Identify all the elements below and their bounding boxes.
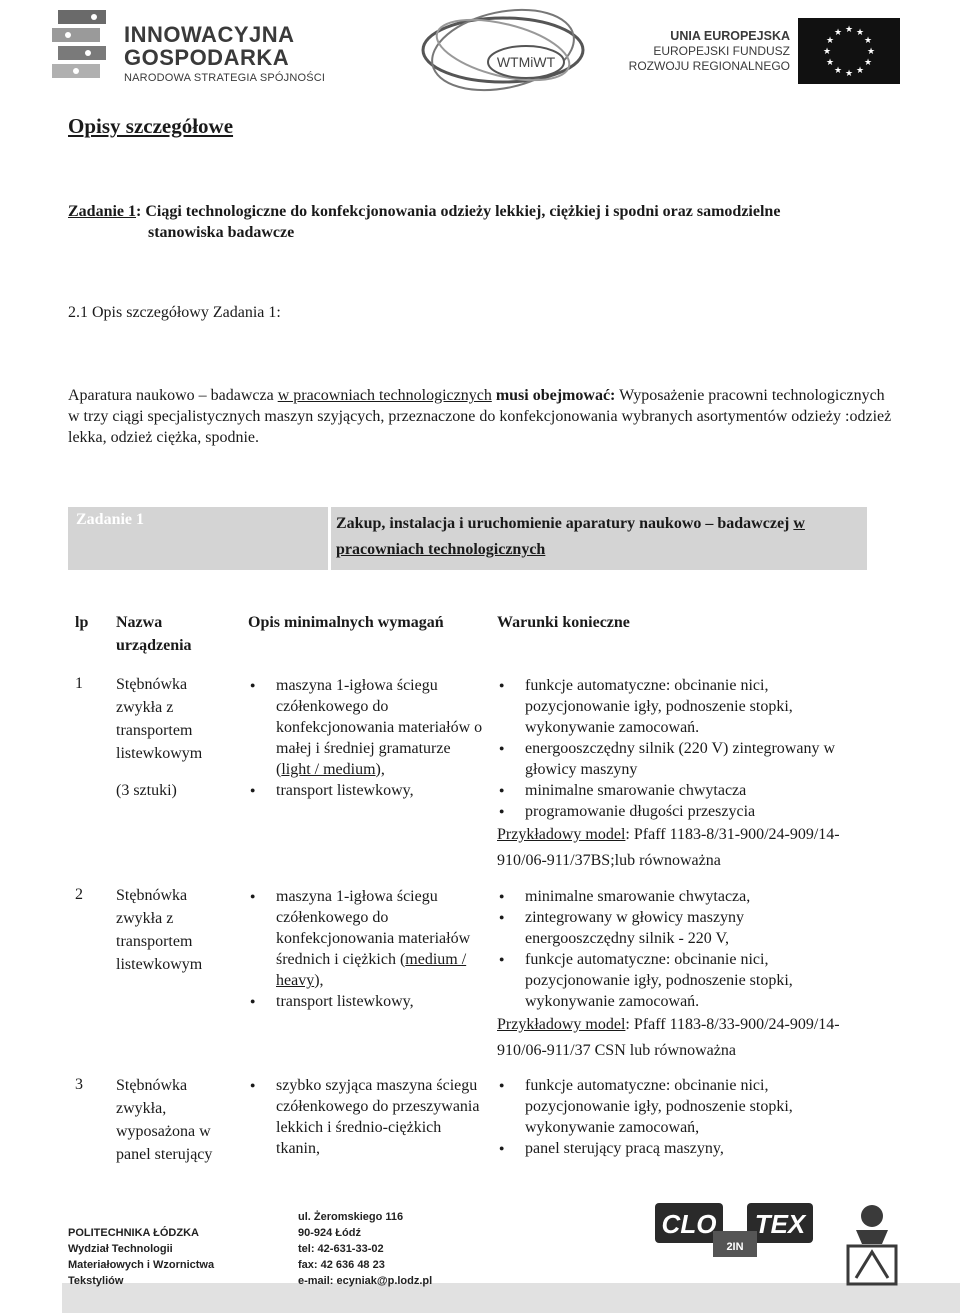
list-item xyxy=(248,780,488,801)
footer-address-col1 xyxy=(68,1225,214,1289)
row1-opis1-pre: maszyna 1-igłowa ściegu czółenkowego do konfekcjonowania materiałów o małej i średniej gramaturze ( xyxy=(276,677,483,778)
row1-lp: 1 xyxy=(75,675,83,692)
eu-line3: ROZWOJU REGIONALNEGO xyxy=(628,59,790,73)
svg-text:★: ★ xyxy=(866,47,876,57)
clotex-right-label: TEX xyxy=(754,1209,806,1239)
footer-line: POLITECHNIKA ŁÓDZKA xyxy=(68,1227,199,1239)
para-part4: Wyposażenie pracowni technologicznych w trzy ciągi specjalistycznych maszyn szyjących, przeznaczone do konfekcjonowania wybranych asortymentów odzieży :odzież lekka, odzież ciężka, spodnie. xyxy=(68,387,892,446)
row1-model-text: : Pfaff 1183-8/31-900/24-909/14-910/06-911/37BS;lub równoważna xyxy=(497,826,840,869)
row1-model xyxy=(497,822,857,874)
politechnika-lodzka-emblem-icon xyxy=(842,1200,902,1290)
row1-opis1-post: ), xyxy=(375,761,385,778)
eu-line1: UNIA EUROPEJSKA xyxy=(670,29,790,43)
row2-opis2: transport listewkowy, xyxy=(276,993,414,1010)
ig-subtitle: NARODOWA STRATEGIA SPÓJNOŚCI xyxy=(124,72,326,84)
task-heading xyxy=(68,201,888,243)
row1-opis2: transport listewkowy, xyxy=(276,782,414,799)
row2-warunki xyxy=(497,886,857,1064)
row1-model-label: Przykładowy model xyxy=(497,826,626,843)
svg-text:★: ★ xyxy=(844,69,854,79)
banner-right-label xyxy=(336,511,856,563)
svg-text:★: ★ xyxy=(855,28,865,38)
footer-line: e-mail: ecyniak@p.lodz.pl xyxy=(298,1275,433,1287)
para-part2: w pracowniach technologicznych xyxy=(277,387,492,404)
row2-opis1-post: ), xyxy=(314,972,324,989)
row1-name-text: Stębnówka zwykła z transportem listewkowym xyxy=(116,676,203,762)
svg-text:★: ★ xyxy=(855,66,865,76)
banner-divider xyxy=(328,507,331,570)
section-subheading: 2.1 Opis szczegółowy Zadania 1: xyxy=(68,304,281,321)
svg-text:★: ★ xyxy=(863,36,873,46)
row1-opis1-u: light / medium xyxy=(281,761,376,778)
task-colon: : xyxy=(136,203,146,220)
banner-right-part2: w pracowniach technologicznych xyxy=(336,515,805,558)
task-prefix: Zadanie 1 xyxy=(68,203,137,220)
row1-name xyxy=(116,673,226,802)
svg-text:★: ★ xyxy=(833,28,843,38)
list-item xyxy=(248,675,488,780)
header-opis: Opis minimalnych wymagań xyxy=(248,614,444,631)
svg-text:★: ★ xyxy=(825,58,835,68)
list-item: ● zintegrowany w głowicy maszyny energooszczędny silnik - 220 V, xyxy=(497,907,857,949)
eu-wordmark xyxy=(628,28,790,74)
header-warunki: Warunki konieczne xyxy=(497,614,630,631)
list-item: ● minimalne smarowanie chwytacza xyxy=(497,780,857,801)
task-banner xyxy=(68,507,867,570)
row3-opis xyxy=(248,1075,488,1159)
list-item: ● energooszczędny silnik (220 V) zintegrowany w głowicy maszyny xyxy=(497,738,857,780)
wtmiwt-label: WTMiWT xyxy=(496,54,556,70)
row2-opis xyxy=(248,886,488,1012)
clotex-logo-icon xyxy=(655,1195,815,1265)
footer-line: 90-924 Łódź xyxy=(298,1227,361,1239)
eu-flag-icon xyxy=(798,18,900,84)
svg-text:★: ★ xyxy=(844,25,854,35)
para-part1: Aparatura naukowo – badawcza xyxy=(68,387,278,404)
ig-title-line2: GOSPODARKA xyxy=(124,45,290,70)
footer-address-col2 xyxy=(298,1209,432,1289)
clotex-mid-label: 2IN xyxy=(726,1241,744,1253)
page-title: Opisy szczegółowe xyxy=(68,114,234,138)
footer-line: tel: 42-631-33-02 xyxy=(298,1243,384,1255)
task-line2: stanowiska badawcze xyxy=(148,224,295,241)
header-name: Nazwa urządzenia xyxy=(116,614,192,654)
row1-qty: (3 sztuki) xyxy=(116,782,177,799)
svg-text:★: ★ xyxy=(825,36,835,46)
para-part3: musi obejmować: xyxy=(491,387,616,404)
intro-paragraph xyxy=(68,385,898,448)
footer-line: Tekstyliów xyxy=(68,1275,124,1287)
innowacyjna-gospodarka-wordmark xyxy=(124,24,325,86)
page-header xyxy=(0,0,960,100)
header-lp: lp xyxy=(75,614,89,631)
row2-lp: 2 xyxy=(75,886,83,903)
list-item: ● funkcje automatyczne: obcinanie nici, pozycjonowanie igły, podnoszenie stopki, wykonywanie zamocowań. xyxy=(497,675,857,738)
footer-line: ul. Żeromskiego 116 xyxy=(298,1211,404,1223)
footer-line: fax: 42 636 48 23 xyxy=(298,1259,385,1271)
row2-model-label: Przykładowy model xyxy=(497,1016,626,1033)
footer-line: Wydział Technologii xyxy=(68,1243,173,1255)
banner-left-label: Zadanie 1 xyxy=(76,511,145,528)
innowacyjna-gospodarka-logo-icon xyxy=(48,6,110,86)
banner-right-part1: Zakup, instalacja i uruchomienie aparatury naukowo – badawczej xyxy=(336,515,794,532)
list-item: ● funkcje automatyczne: obcinanie nici, pozycjonowanie igły, podnoszenie stopki, wykonywanie zamocowań, xyxy=(497,1075,857,1138)
footer-line: Materiałowych i Wzornictwa xyxy=(68,1259,215,1271)
list-item xyxy=(248,886,488,991)
row3-lp: 3 xyxy=(75,1076,83,1093)
row1-opis xyxy=(248,675,488,801)
row3-warunki xyxy=(497,1075,857,1159)
list-item xyxy=(248,991,488,1012)
row3-name: Stębnówka zwykła, wyposażona w panel sterujący xyxy=(116,1077,213,1163)
list-item: ● minimalne smarowanie chwytacza, xyxy=(497,886,857,907)
list-item: ● funkcje automatyczne: obcinanie nici, pozycjonowanie igły, podnoszenie stopki, wykonywanie zamocowań. xyxy=(497,949,857,1012)
svg-text:★: ★ xyxy=(822,47,832,57)
list-item: ● panel sterujący pracą maszyny, xyxy=(497,1138,857,1159)
page-footer xyxy=(0,1195,960,1313)
eu-line2: EUROPEJSKI FUNDUSZ xyxy=(653,44,790,58)
svg-text:★: ★ xyxy=(833,66,843,76)
row2-model-text: : Pfaff 1183-8/33-900/24-909/14-910/06-911/37 CSN lub równoważna xyxy=(497,1016,840,1059)
task-line1: Ciągi technologiczne do konfekcjonowania odzieży lekkiej, ciężkiej i spodni oraz samodzielne xyxy=(145,203,781,220)
wtmiwt-logo-icon xyxy=(408,4,598,96)
row1-warunki xyxy=(497,675,857,874)
svg-text:★: ★ xyxy=(863,58,873,68)
row2-name: Stębnówka zwykła z transportem listewkowym xyxy=(116,887,203,973)
list-item: ● programowanie długości przeszycia xyxy=(497,801,857,822)
row2-opis1-pre: maszyna 1-igłowa ściegu czółenkowego do konfekcjonowania materiałów średnich i ciężkich ( xyxy=(276,888,471,968)
ig-title-line1: INNOWACYJNA xyxy=(124,22,295,47)
row2-model xyxy=(497,1012,857,1064)
list-item: ● szybko szyjąca maszyna ściegu czółenkowego do przeszywania lekkich i średnio-ciężkich tkanin, xyxy=(248,1075,488,1159)
clotex-left-label: CLO xyxy=(661,1209,717,1239)
row2-opis1-u: medium / heavy xyxy=(276,951,467,989)
